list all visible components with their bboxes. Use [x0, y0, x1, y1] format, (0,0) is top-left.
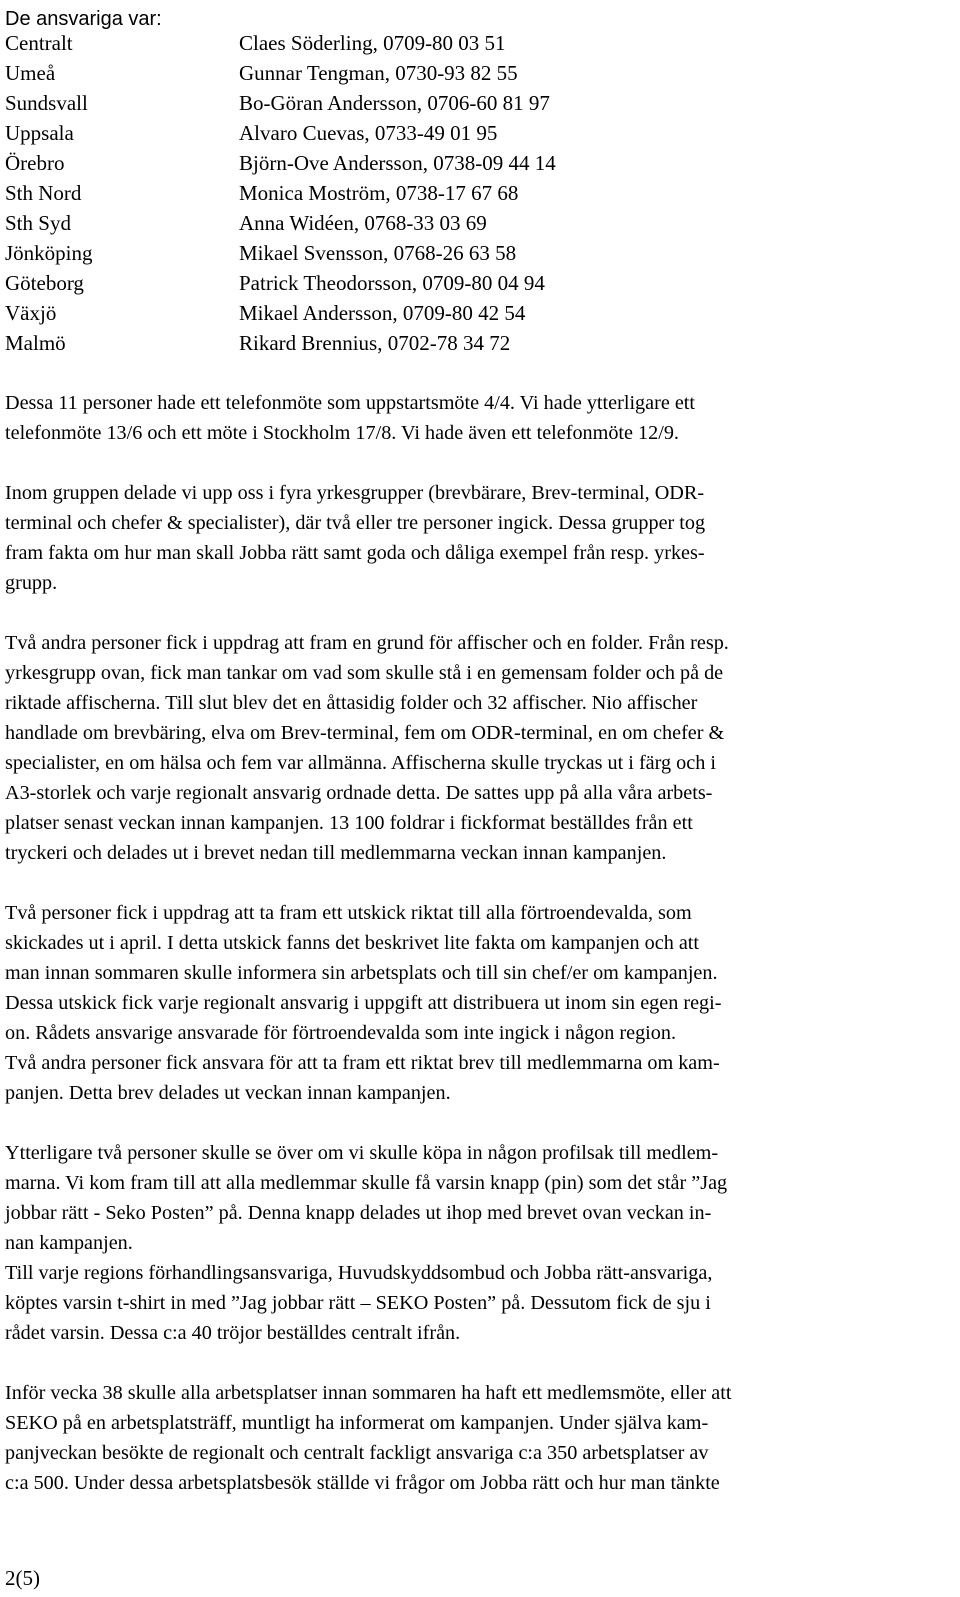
region-name: Örebro — [5, 151, 65, 175]
contact-info: Bo-Göran Andersson, 0706-60 81 97 — [239, 91, 550, 115]
contact-info: Claes Söderling, 0709-80 03 51 — [239, 31, 506, 55]
region-name: Centralt — [5, 31, 73, 55]
page-heading: De ansvariga var: — [5, 8, 162, 30]
contact-info: Rikard Brennius, 0702-78 34 72 — [239, 331, 511, 355]
paragraph-line: panjen. Detta brev delades ut veckan innan kampanjen. — [5, 1082, 451, 1104]
paragraph-line: Två andra personer fick i uppdrag att fram en grund för affischer och en folder. Från resp. — [5, 632, 729, 654]
paragraph-line: tryckeri och delades ut i brevet nedan till medlemmarna veckan innan kampanjen. — [5, 842, 667, 864]
paragraph-merchandise — [5, 1138, 950, 1348]
paragraph-line: riktade affischerna. Till slut blev det en åttasidig folder och 32 affischer. Nio affischer — [5, 692, 698, 714]
paragraph-line: Två andra personer fick ansvara för att ta fram ett riktat brev till medlemmarna om kam- — [5, 1052, 720, 1074]
paragraph-line: yrkesgrupp ovan, fick man tankar om vad som skulle stå i en gemensam folder och på de — [5, 662, 724, 684]
paragraph-line: man innan sommaren skulle informera sin arbetsplats och till sin chef/er om kampanjen. — [5, 962, 718, 984]
roster-row — [5, 88, 950, 118]
page-number: 2(5) — [5, 1566, 40, 1590]
paragraph-line: Inför vecka 38 skulle alla arbetsplatser innan sommaren ha haft ett medlemsmöte, eller att — [5, 1382, 732, 1404]
paragraph-line: fram fakta om hur man skall Jobba rätt samt goda och dåliga exempel från resp. yrkes- — [5, 542, 705, 564]
paragraph-line: telefonmöte 13/6 och ett möte i Stockholm 17/8. Vi hade även ett telefonmöte 12/9. — [5, 422, 679, 444]
roster-row — [5, 148, 950, 178]
roster-row — [5, 268, 950, 298]
paragraph-line: on. Rådets ansvarige ansvarade för förtroendevalda som inte ingick i någon region. — [5, 1022, 677, 1044]
paragraph-line: grupp. — [5, 572, 58, 594]
region-name: Sth Syd — [5, 211, 71, 235]
paragraph-groups — [5, 478, 950, 598]
paragraph-line: A3-storlek och varje regionalt ansvarig ordnade detta. De sattes upp på alla våra arbets- — [5, 782, 713, 804]
paragraph-line: skickades ut i april. I detta utskick fanns det beskrivet lite fakta om kampanjen och att — [5, 932, 700, 954]
region-name: Umeå — [5, 61, 56, 85]
contact-roster — [5, 28, 950, 358]
paragraph-line: SEKO på en arbetsplatsträff, muntligt ha informerat om kampanjen. Under själva kam- — [5, 1412, 709, 1434]
paragraph-line: Dessa 11 personer hade ett telefonmöte som uppstartsmöte 4/4. Vi hade ytterligare ett — [5, 392, 696, 414]
roster-row — [5, 28, 950, 58]
roster-row — [5, 208, 950, 238]
paragraph-line: Två personer fick i uppdrag att ta fram ett utskick riktat till alla förtroendevalda, som — [5, 902, 692, 924]
paragraph-line: rådet varsin. Dessa c:a 40 tröjor beställdes centralt ifrån. — [5, 1322, 461, 1344]
region-name: Uppsala — [5, 121, 74, 145]
paragraph-line: panjveckan besökte de regionalt och centralt fackligt ansvariga c:a 350 arbetsplatser av — [5, 1442, 709, 1464]
paragraph-line: köptes varsin t-shirt in med ”Jag jobbar rätt – SEKO Posten” på. Dessutom fick de sju i — [5, 1292, 711, 1314]
paragraph-line: specialister, en om hälsa och fem var allmänna. Affischerna skulle tryckas ut i färg och i — [5, 752, 716, 774]
paragraph-meetings — [5, 388, 950, 448]
paragraph-workplace-visits — [5, 1378, 950, 1498]
paragraph-line: c:a 500. Under dessa arbetsplatsbesök ställde vi frågor om Jobba rätt och hur man tänkte — [5, 1472, 720, 1494]
contact-info: Björn-Ove Andersson, 0738-09 44 14 — [239, 151, 556, 175]
contact-info: Monica Moström, 0738-17 67 68 — [239, 181, 519, 205]
paragraph-line: Inom gruppen delade vi upp oss i fyra yrkesgrupper (brevbärare, Brev-terminal, ODR- — [5, 482, 705, 504]
region-name: Jönköping — [5, 241, 93, 265]
region-name: Göteborg — [5, 271, 84, 295]
paragraph-line: nan kampanjen. — [5, 1232, 133, 1254]
region-name: Malmö — [5, 331, 66, 355]
contact-info: Gunnar Tengman, 0730-93 82 55 — [239, 61, 518, 85]
contact-info: Patrick Theodorsson, 0709-80 04 94 — [239, 271, 545, 295]
roster-row — [5, 238, 950, 268]
region-name: Sundsvall — [5, 91, 88, 115]
roster-row — [5, 178, 950, 208]
contact-info: Mikael Andersson, 0709-80 42 54 — [239, 301, 526, 325]
contact-info: Mikael Svensson, 0768-26 63 58 — [239, 241, 517, 265]
paragraph-line: Ytterligare två personer skulle se över om vi skulle köpa in någon profilsak till medlem- — [5, 1142, 719, 1164]
paragraph-line: marna. Vi kom fram till att alla medlemmar skulle få varsin knapp (pin) som det står ”Jag — [5, 1172, 728, 1194]
paragraph-line: handlade om brevbäring, elva om Brev-terminal, fem om ODR-terminal, en om chefer & — [5, 722, 725, 744]
contact-info: Alvaro Cuevas, 0733-49 01 95 — [239, 121, 498, 145]
roster-row — [5, 118, 950, 148]
roster-row — [5, 298, 950, 328]
paragraph-mailing — [5, 898, 950, 1108]
paragraph-posters — [5, 628, 950, 868]
region-name: Växjö — [5, 301, 57, 325]
roster-row — [5, 328, 950, 358]
paragraph-line: jobbar rätt - Seko Posten” på. Denna knapp delades ut ihop med brevet ovan veckan in- — [5, 1202, 712, 1224]
region-name: Sth Nord — [5, 181, 82, 205]
paragraph-line: terminal och chefer & specialister), där två eller tre personer ingick. Dessa grupper tog — [5, 512, 706, 534]
contact-info: Anna Widéen, 0768-33 03 69 — [239, 211, 487, 235]
paragraph-line: platser senast veckan innan kampanjen. 13 100 foldrar i fickformat beställdes från ett — [5, 812, 693, 834]
roster-row — [5, 58, 950, 88]
paragraph-line: Dessa utskick fick varje regionalt ansvarig i uppgift att distribuera ut inom sin egen regi- — [5, 992, 722, 1014]
paragraph-line: Till varje regions förhandlingsansvariga, Huvudskyddsombud och Jobba rätt-ansvariga, — [5, 1262, 713, 1284]
